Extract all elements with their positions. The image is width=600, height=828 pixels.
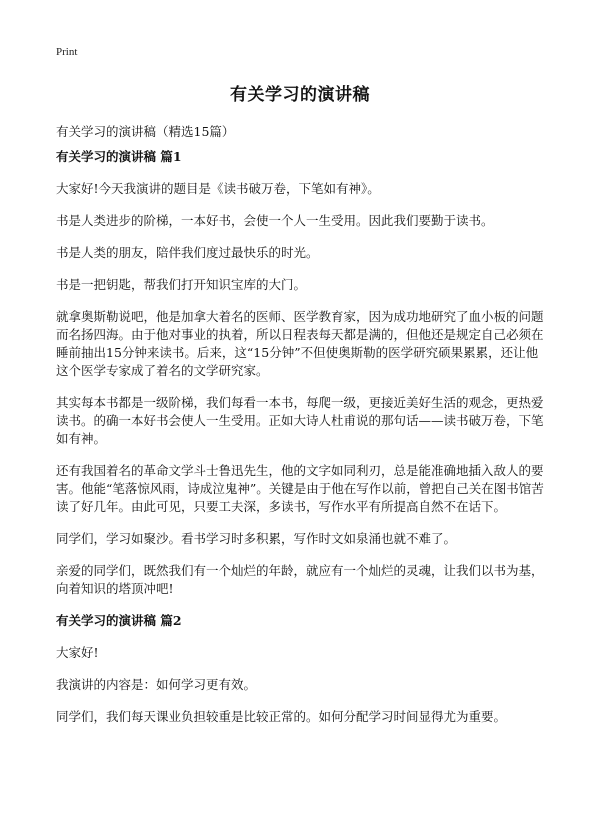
- page-title: 有关学习的演讲稿: [230, 85, 370, 105]
- paragraph: 其实每本书都是一级阶梯，我们每看一本书，每爬一级，更接近美好生活的观念，更热爱读书。的确一本好书会使人一生受用。正如大诗人杜甫说的那句话——读书破万卷，下笔如有神。: [56, 395, 544, 446]
- document-subtitle: 有关学习的演讲稿（精选15篇）: [56, 124, 235, 139]
- paragraph: 书是人类进步的阶梯，一本好书，会使一个人一生受用。因此我们要勤于读书。: [56, 213, 494, 228]
- document-body: [56, 148, 544, 740]
- paragraph: 同学们，学习如聚沙。看书学习时多积累，写作时文如泉涌也就不难了。: [56, 531, 457, 546]
- section-heading: 有关学习的演讲稿 篇1: [56, 149, 182, 164]
- paragraph: 我演讲的内容是：如何学习更有效。: [56, 677, 257, 692]
- paragraph: 亲爱的同学们，既然我们有一个灿烂的年龄，就应有一个灿烂的灵魂，让我们以书为基，向着知识的塔顶冲吧!: [56, 563, 544, 596]
- paragraph: 还有我国着名的革命文学斗士鲁迅先生，他的文字如同利刃，总是能准确地插入敌人的要害。他能“笔落惊风雨，诗成泣鬼神”。关键是由于他在写作以前，曾把自己关在图书馆苦读了好几年。由此可见，只要工夫深，多读书，写作水平有所提高自然不在话下。: [56, 463, 544, 514]
- section-heading: 有关学习的演讲稿 篇2: [56, 613, 182, 628]
- print-label[interactable]: Print: [56, 46, 78, 58]
- section-2: [56, 612, 544, 726]
- paragraph: 大家好!: [56, 645, 99, 660]
- paragraph: 就拿奥斯勒说吧，他是加拿大着名的医师、医学教育家，因为成功地研究了血小板的问题而名扬四海。由于他对事业的执着，所以日程表每天都是满的，但他还是规定自己必须在睡前抽出15分钟来读书。后来，这“15分钟”不但使奥斯勒的医学研究硕果累累，还让他这个医学专家成了着名的文学研究家。: [56, 309, 544, 378]
- paragraph: 同学们，我们每天课业负担较重是比较正常的。如何分配学习时间显得尤为重要。: [56, 709, 507, 724]
- paragraph: 书是一把钥匙，帮我们打开知识宝库的大门。: [56, 277, 307, 292]
- paragraph: 书是人类的朋友，陪伴我们度过最快乐的时光。: [56, 245, 319, 260]
- paragraph: 大家好!今天我演讲的题目是《读书破万卷，下笔如有神》。: [56, 181, 380, 196]
- section-1: [56, 148, 544, 598]
